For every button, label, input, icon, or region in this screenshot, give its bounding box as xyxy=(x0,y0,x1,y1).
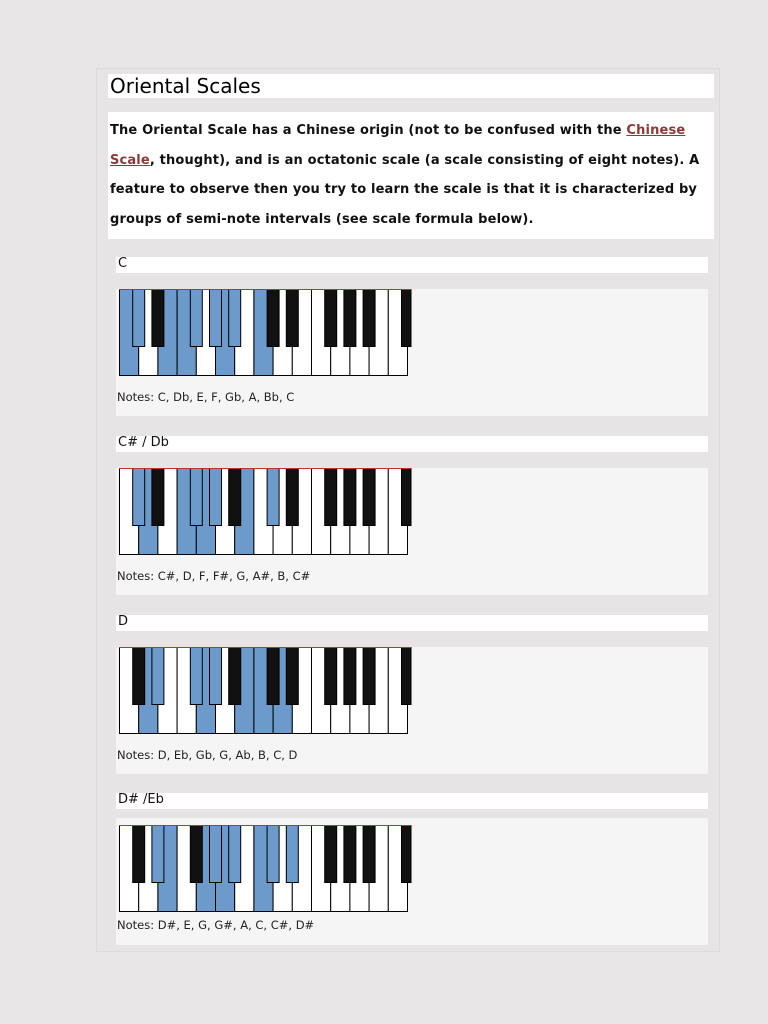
black-key xyxy=(267,290,279,347)
chinese-scale-link[interactable]: Chinese Scale xyxy=(110,123,686,168)
black-key xyxy=(402,290,412,347)
black-key xyxy=(190,469,202,526)
black-key xyxy=(363,826,375,883)
black-key xyxy=(133,826,145,883)
black-key xyxy=(133,469,145,526)
piano-keyboard xyxy=(119,468,411,555)
black-key xyxy=(286,469,298,526)
black-key xyxy=(210,826,222,883)
scale-card-c-sharp xyxy=(116,468,708,595)
piano-keyboard xyxy=(119,825,411,912)
piano-keyboard xyxy=(119,289,411,376)
black-key xyxy=(344,826,356,883)
scale-notes: Notes: C#, D, F, F#, G, A#, B, C# xyxy=(117,569,311,583)
intro-paragraph xyxy=(110,116,712,234)
black-key xyxy=(363,469,375,526)
intro-text-before-link: The Oriental Scale has a Chinese origin (not to be confused with the xyxy=(110,123,627,138)
black-key xyxy=(325,469,337,526)
black-key xyxy=(229,648,241,705)
intro-paragraph-box xyxy=(108,112,714,239)
black-key xyxy=(363,290,375,347)
black-key xyxy=(133,290,145,347)
scale-card-d-sharp xyxy=(116,818,708,945)
black-key xyxy=(152,290,164,347)
black-key xyxy=(210,290,222,347)
scale-heading-c-sharp xyxy=(116,436,708,452)
black-key xyxy=(152,648,164,705)
black-key xyxy=(325,648,337,705)
black-key xyxy=(152,826,164,883)
scale-name: C# / Db xyxy=(118,435,169,450)
black-key xyxy=(133,648,145,705)
black-key xyxy=(363,648,375,705)
black-key xyxy=(286,648,298,705)
scale-card-d xyxy=(116,647,708,774)
scale-card-c xyxy=(116,289,708,416)
black-key xyxy=(229,469,241,526)
black-key xyxy=(344,469,356,526)
black-key xyxy=(190,826,202,883)
black-key xyxy=(344,648,356,705)
scale-name: D# /Eb xyxy=(118,792,164,807)
black-key xyxy=(286,826,298,883)
black-key xyxy=(286,290,298,347)
page-title: Oriental Scales xyxy=(110,74,261,98)
black-key xyxy=(402,826,412,883)
scale-name: C xyxy=(118,256,128,271)
scale-name: D xyxy=(118,614,129,629)
black-key xyxy=(402,648,412,705)
black-key xyxy=(267,826,279,883)
black-key xyxy=(325,290,337,347)
black-key xyxy=(344,290,356,347)
black-key xyxy=(325,826,337,883)
piano-keyboard xyxy=(119,647,411,734)
black-key xyxy=(267,648,279,705)
black-key xyxy=(190,648,202,705)
scale-heading-d-sharp xyxy=(116,793,708,809)
intro-text-after-link: , thought), and is an octatonic scale (a scale consisting of eight notes). A feature to observe then you try to learn the scale is that it is characterized by groups of semi-note intervals (see scale formula below). xyxy=(110,152,700,227)
black-key xyxy=(402,469,412,526)
scale-notes: Notes: C, Db, E, F, Gb, A, Bb, C xyxy=(117,390,295,404)
black-key xyxy=(267,469,279,526)
black-key xyxy=(152,469,164,526)
black-key xyxy=(229,826,241,883)
page-title-bar xyxy=(108,74,714,98)
scale-notes: Notes: D#, E, G, G#, A, C, C#, D# xyxy=(117,918,315,932)
black-key xyxy=(229,290,241,347)
scale-heading-d xyxy=(116,615,708,631)
scale-notes: Notes: D, Eb, Gb, G, Ab, B, C, D xyxy=(117,748,298,762)
black-key xyxy=(210,648,222,705)
black-key xyxy=(210,469,222,526)
black-key xyxy=(190,290,202,347)
scale-heading-c xyxy=(116,257,708,273)
